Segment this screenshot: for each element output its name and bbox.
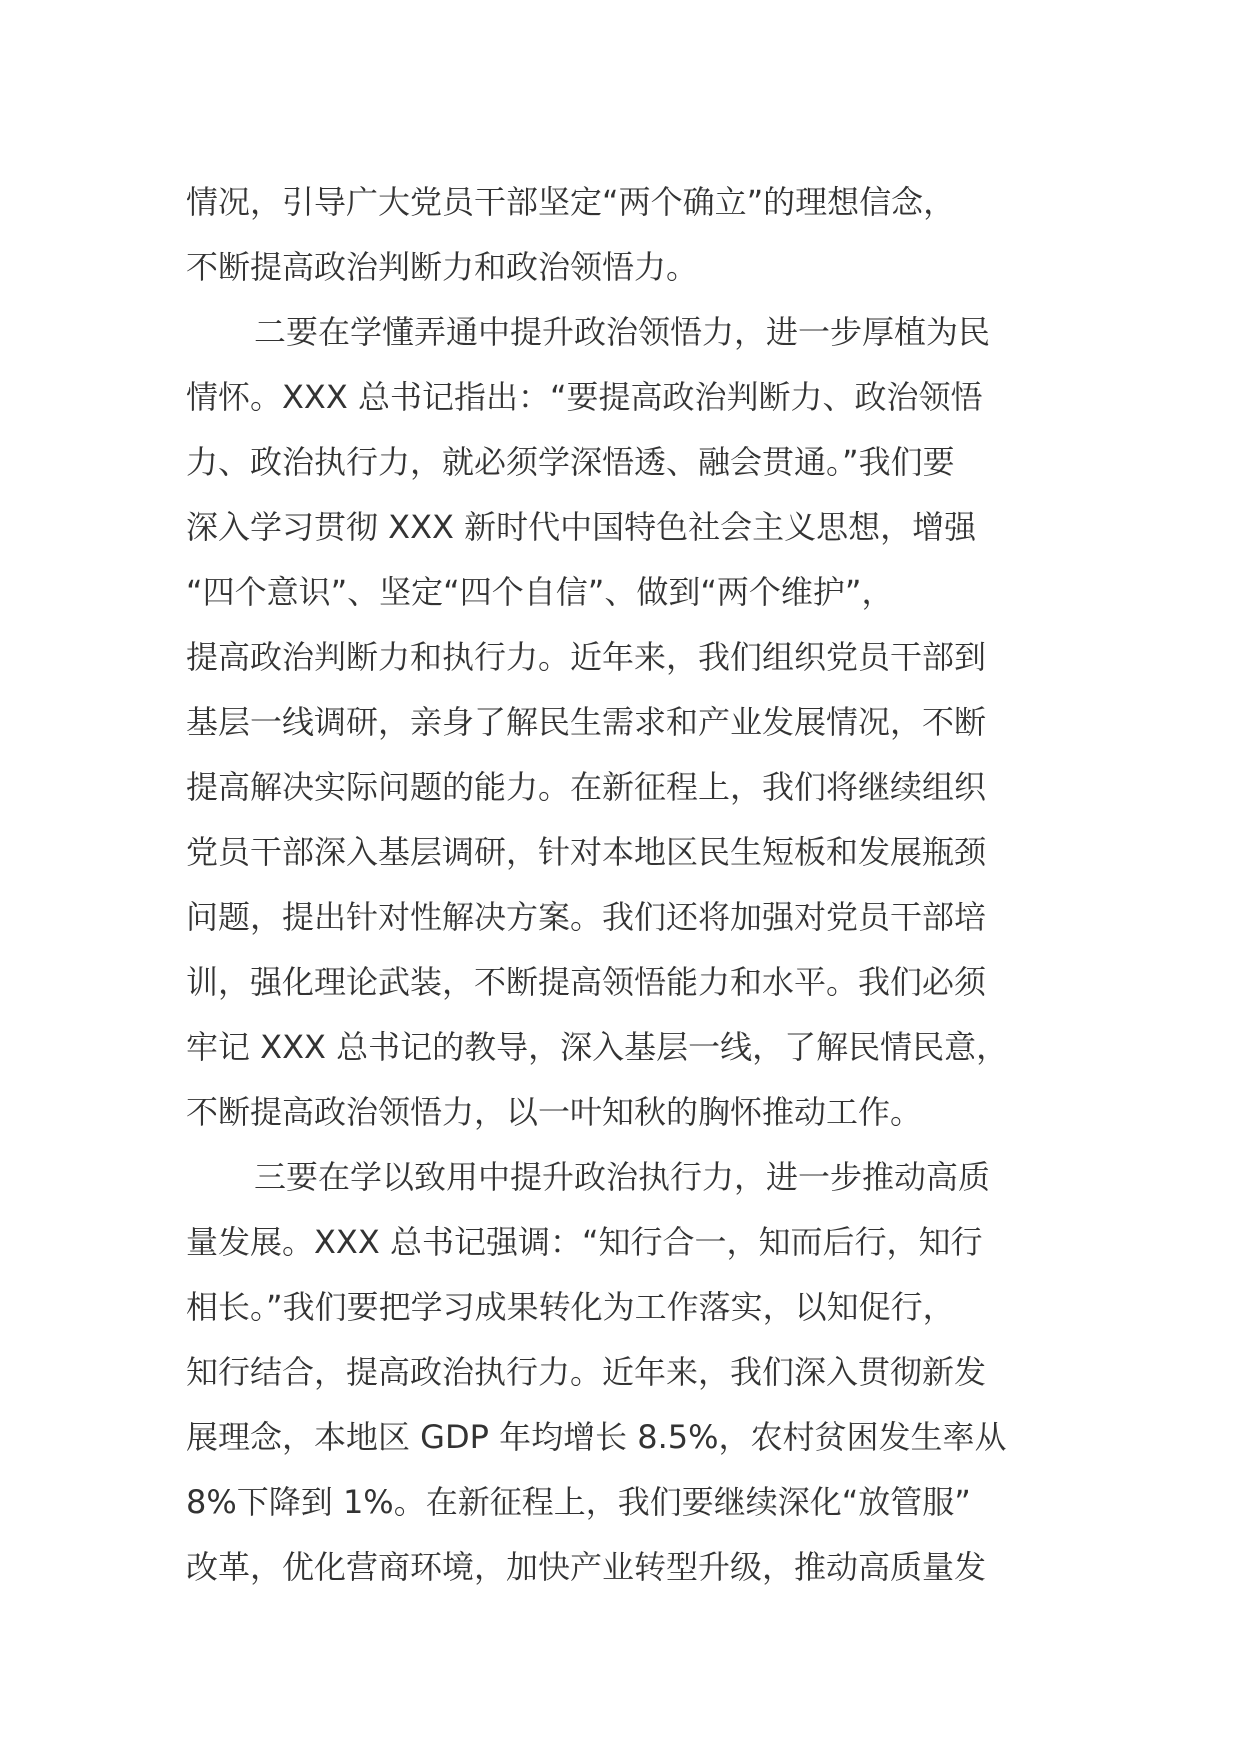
text-line: 不断提高政治判断力和政治领悟力。 bbox=[186, 248, 699, 286]
body-text bbox=[186, 170, 1046, 1600]
text-line: 不断提高政治领悟力，以一叶知秋的胸怀推动工作。 bbox=[186, 1093, 923, 1131]
text-line: 提高政治判断力和执行力。近年来，我们组织党员干部到 bbox=[186, 638, 987, 676]
text-line: 问题，提出针对性解决方案。我们还将加强对党员干部培 bbox=[186, 898, 987, 936]
text-line: “四个意识”、坚定“四个自信”、做到“两个维护”， bbox=[186, 573, 894, 611]
text-line: 力、政治执行力，就必须学深悟透、融会贯通。”我们要 bbox=[186, 443, 955, 481]
text-line: 情况，引导广大党员干部坚定“两个确立”的理想信念， bbox=[186, 183, 956, 221]
text-line: 提高解决实际问题的能力。在新征程上，我们将继续组织 bbox=[186, 768, 987, 806]
text-line: 牢记 XXX 总书记的教导，深入基层一线，了解民情民意， bbox=[186, 1028, 1009, 1066]
text-line: 基层一线调研，亲身了解民生需求和产业发展情况，不断 bbox=[186, 703, 987, 741]
text-line: 党员干部深入基层调研，针对本地区民生短板和发展瓶颈 bbox=[186, 833, 987, 871]
text-line: 展理念，本地区 GDP 年均增长 8.5%，农村贫困发生率从 bbox=[186, 1418, 1007, 1456]
text-line: 深入学习贯彻 XXX 新时代中国特色社会主义思想，增强 bbox=[186, 508, 977, 546]
text-line: 8%下降到 1%。在新征程上，我们要继续深化“放管服” bbox=[186, 1483, 971, 1521]
text-line: 量发展。XXX 总书记强调：“知行合一，知而后行，知行 bbox=[186, 1223, 983, 1261]
text-line: 知行结合，提高政治执行力。近年来，我们深入贯彻新发 bbox=[186, 1353, 987, 1391]
text-line: 二要在学懂弄通中提升政治领悟力，进一步厚植为民 bbox=[254, 313, 991, 351]
text-line: 三要在学以致用中提升政治执行力，进一步推动高质 bbox=[254, 1158, 991, 1196]
text-line: 训，强化理论武装，不断提高领悟能力和水平。我们必须 bbox=[186, 963, 987, 1001]
text-line: 情怀。XXX 总书记指出：“要提高政治判断力、政治领悟 bbox=[186, 378, 983, 416]
text-line: 相长。”我们要把学习成果转化为工作落实，以知促行， bbox=[186, 1288, 955, 1326]
text-line: 改革，优化营商环境，加快产业转型升级，推动高质量发 bbox=[186, 1548, 987, 1586]
